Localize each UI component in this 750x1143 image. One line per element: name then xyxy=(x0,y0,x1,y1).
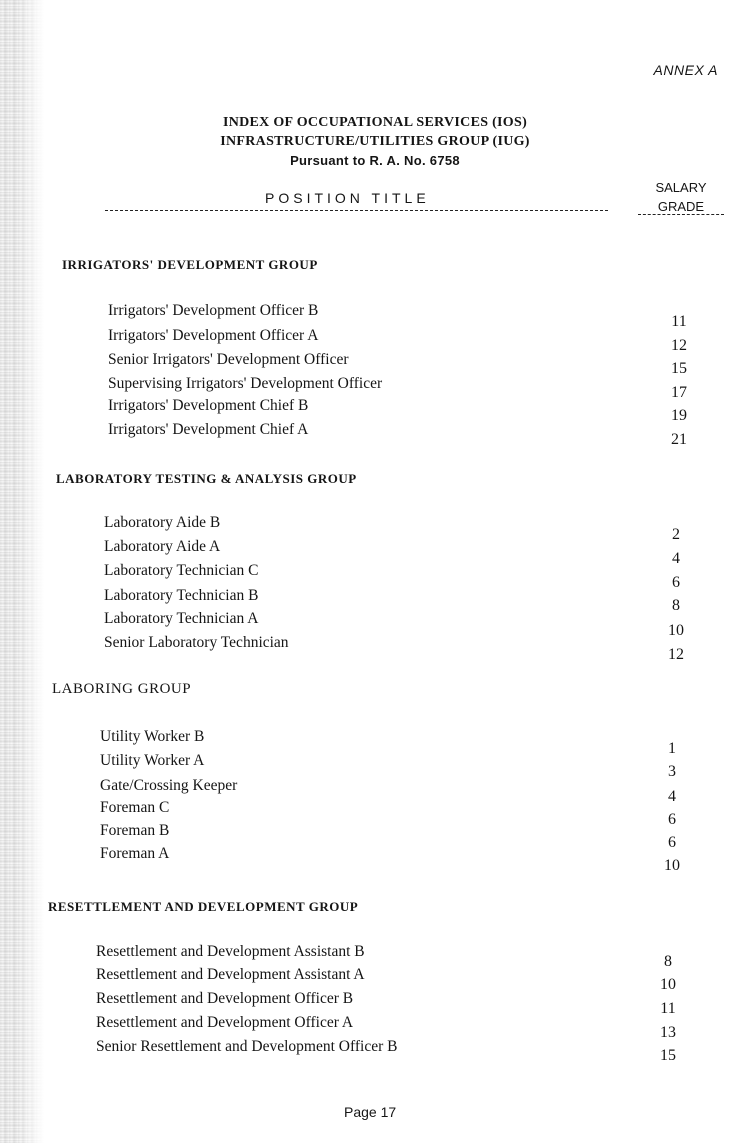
salary-grade: 6 xyxy=(668,811,676,828)
salary-grade: 3 xyxy=(668,763,676,780)
salary-grade: 4 xyxy=(668,788,676,805)
position-title: Senior Resettlement and Development Officer B xyxy=(96,1038,398,1055)
page-number: Page 17 xyxy=(344,1104,397,1120)
group-heading: IRRIGATORS' DEVELOPMENT GROUP xyxy=(62,257,318,272)
position-title: Utility Worker B xyxy=(100,728,205,745)
position-title: Irrigators' Development Chief A xyxy=(108,421,309,438)
position-title: Laboratory Technician C xyxy=(104,562,259,579)
salary-grade: 11 xyxy=(671,313,687,330)
salary-grade: 12 xyxy=(671,337,687,354)
document-title: INDEX OF OCCUPATIONAL SERVICES (IOS) xyxy=(222,115,528,130)
position-title: Resettlement and Development Assistant A xyxy=(96,966,365,983)
position-title: Foreman C xyxy=(100,799,170,816)
position-title: Senior Irrigators' Development Officer xyxy=(108,351,349,368)
position-title: Laboratory Aide B xyxy=(104,514,221,531)
salary-grade: 15 xyxy=(660,1047,676,1064)
annex-label: ANNEX A xyxy=(653,62,718,78)
header-rule xyxy=(105,210,608,211)
salary-grade: 8 xyxy=(672,597,680,614)
scan-edge-noise xyxy=(0,0,44,1143)
salary-grade: 21 xyxy=(671,431,687,448)
position-title: Senior Laboratory Technician xyxy=(104,634,289,651)
salary-grade: 13 xyxy=(660,1024,676,1041)
position-title: Irrigators' Development Officer B xyxy=(108,302,319,319)
salary-grade: 4 xyxy=(672,550,680,567)
position-title-header: POSITION TITLE xyxy=(265,190,430,206)
position-title: Utility Worker A xyxy=(100,752,205,769)
salary-grade: 17 xyxy=(671,384,687,401)
salary-grade: 15 xyxy=(671,360,687,377)
salary-grade: 10 xyxy=(664,857,680,874)
salary-grade: 6 xyxy=(672,574,680,591)
salary-grade: 10 xyxy=(668,622,684,639)
group-heading: RESETTLEMENT AND DEVELOPMENT GROUP xyxy=(48,899,359,914)
group-heading: LABORATORY TESTING & ANALYSIS GROUP xyxy=(56,471,357,486)
position-title: Resettlement and Development Officer A xyxy=(96,1014,354,1031)
salary-grade: 11 xyxy=(660,1000,676,1017)
salary-grade: 6 xyxy=(668,834,676,851)
position-title: Laboratory Aide A xyxy=(104,538,221,555)
salary-grade: 8 xyxy=(664,953,672,970)
position-title: Gate/Crossing Keeper xyxy=(100,777,238,794)
document-subtitle: INFRASTRUCTURE/UTILITIES GROUP (IUG) xyxy=(220,134,530,149)
position-title: Resettlement and Development Officer B xyxy=(96,990,354,1007)
position-title: Irrigators' Development Officer A xyxy=(108,327,319,344)
position-title: Laboratory Technician B xyxy=(104,587,259,604)
salary-grade: 2 xyxy=(672,526,680,543)
salary-grade: 10 xyxy=(660,976,676,993)
position-title: Irrigators' Development Chief B xyxy=(108,397,309,414)
legal-basis: Pursuant to R. A. No. 6758 xyxy=(290,153,460,168)
group-heading: LABORING GROUP xyxy=(52,681,192,697)
grade-header-rule xyxy=(638,214,724,215)
salary-grade-header xyxy=(636,178,726,216)
position-title: Supervising Irrigators' Development Officer xyxy=(108,375,383,392)
position-title: Foreman B xyxy=(100,822,170,839)
position-title: Foreman A xyxy=(100,845,170,862)
grade-header-line: GRADE xyxy=(657,199,705,214)
salary-grade: 12 xyxy=(668,646,684,663)
salary-grade: 19 xyxy=(671,407,687,424)
position-title: Laboratory Technician A xyxy=(104,610,259,627)
salary-grade: 1 xyxy=(668,740,676,757)
position-title: Resettlement and Development Assistant B xyxy=(96,943,365,960)
salary-header-line: SALARY xyxy=(655,180,707,195)
